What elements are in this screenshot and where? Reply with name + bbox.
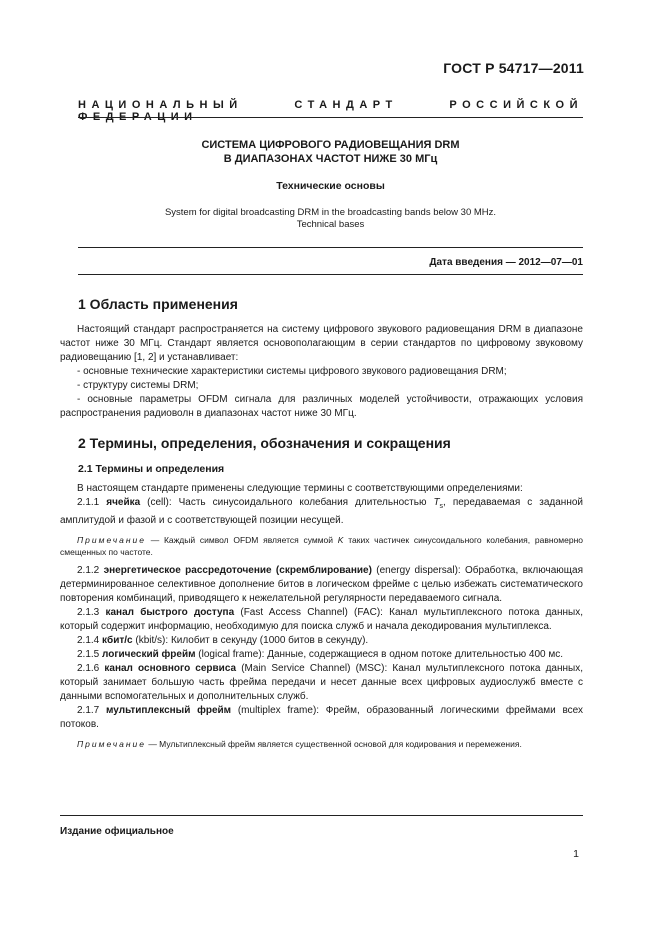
terms-intro: В настоящем стандарте применены следующие термины с соответствующими определениями: (77, 483, 523, 494)
term-2-1-6: 2.1.6 канал основного сервиса (Main Service Channel) (MSC): Канал мультиплексного потока данных, который занимает большую часть фрейма передачи и несет данные всех цифровых аудиослужб вместе с данными вспомогательных и дополнительных служб. (60, 663, 583, 702)
title-line-1: СИСТЕМА ЦИФРОВОГО РАДИОВЕЩАНИЯ DRM (201, 139, 460, 151)
gost-number: ГОСТ Р 54717—2011 (443, 60, 584, 76)
section-1-paragraph: Настоящий стандарт распространяется на систему цифрового звукового радиовещания DRM в диапазоне частот ниже 30 МГц. Стандарт является основополагающим в серии стандартов по цифровому звуковому радиовещанию [1, 2] и устанавливает: (60, 324, 583, 363)
section-2-heading: 2 Термины, определения, обозначения и сокращения (78, 435, 451, 451)
term-2-1-1: 2.1.1 ячейка (cell): Часть синусоидального колебания длительностью $T_s$, передаваемая с заданной амплитудой и фазой и с соответствующей позиции несущей. (60, 497, 583, 526)
term-2-1-3: 2.1.3 канал быстрого доступа (Fast Access Channel) (FAC): Канал мультиплексного потока данных, который содержит информацию, необходимую для поиска служб и начала декодирования мультиплекса. (60, 607, 583, 632)
header-rule (78, 117, 583, 118)
introduction-date: Дата введения — 2012—07—01 (429, 257, 583, 268)
date-rule (78, 274, 583, 275)
page-number: 1 (573, 848, 579, 860)
note-1: Примечание — Каждый символ OFDM является суммой K таких частичек синусоидального колебания, равномерно смещенных по частоте. (60, 535, 584, 557)
section-1-heading: 1 Область применения (78, 296, 238, 312)
title-line-2: В ДИАПАЗОНАХ ЧАСТОТ НИЖЕ 30 МГц (223, 153, 438, 165)
term-2-1-4: 2.1.4 кбит/с (kbit/s): Килобит в секунду (1000 битов в секунду). (77, 635, 369, 646)
english-title-line-2: Technical bases (296, 219, 365, 230)
national-standard-banner: НАЦИОНАЛЬНЫЙ СТАНДАРТ РОССИЙСКОЙ ФЕДЕРАЦИИ (78, 99, 583, 123)
term-2-1-7: 2.1.7 мультиплексный фрейм (multiplex frame): Фрейм, образованный логическими фреймами всех потоков. (60, 705, 584, 730)
section-2-body (60, 482, 583, 750)
document-title (78, 138, 583, 166)
list-item: - основные параметры OFDM сигнала для различных моделей устойчивости, отражающих условия распространения радиоволн в диапазонах частот ниже 30 МГц. (60, 394, 583, 419)
term-2-1-5: 2.1.5 логический фрейм (logical frame): Данные, содержащиеся в одном потоке длительностью 400 мс. (77, 649, 564, 660)
document-subtitle: Технические основы (276, 180, 385, 192)
section-1-body (60, 323, 583, 421)
english-title (78, 207, 583, 231)
list-item: - основные технические характеристики системы цифрового звукового радиовещания DRM; (77, 366, 507, 377)
title-rule (78, 247, 583, 248)
official-edition-label: Издание официальное (60, 826, 174, 837)
note-2: Примечание — Мультиплексный фрейм является существенной основой для кодирования и перемежения. (77, 739, 522, 749)
list-item: - структуру системы DRM; (77, 380, 199, 391)
subsection-2-1-heading: 2.1 Термины и определения (78, 463, 225, 475)
term-2-1-2: 2.1.2 энергетическое рассредоточение (скремблирование) (energy dispersal): Обработка, включающая детерминированное селективное дополнение битов в логическом фрейме с целью избежать систематического повторения комбинаций, приводящего к нежелательной регулярности передаваемого сигнала. (60, 565, 583, 604)
footer-rule (60, 815, 583, 816)
english-title-line-1: System for digital broadcasting DRM in the broadcasting bands below 30 MHz. (164, 207, 497, 218)
